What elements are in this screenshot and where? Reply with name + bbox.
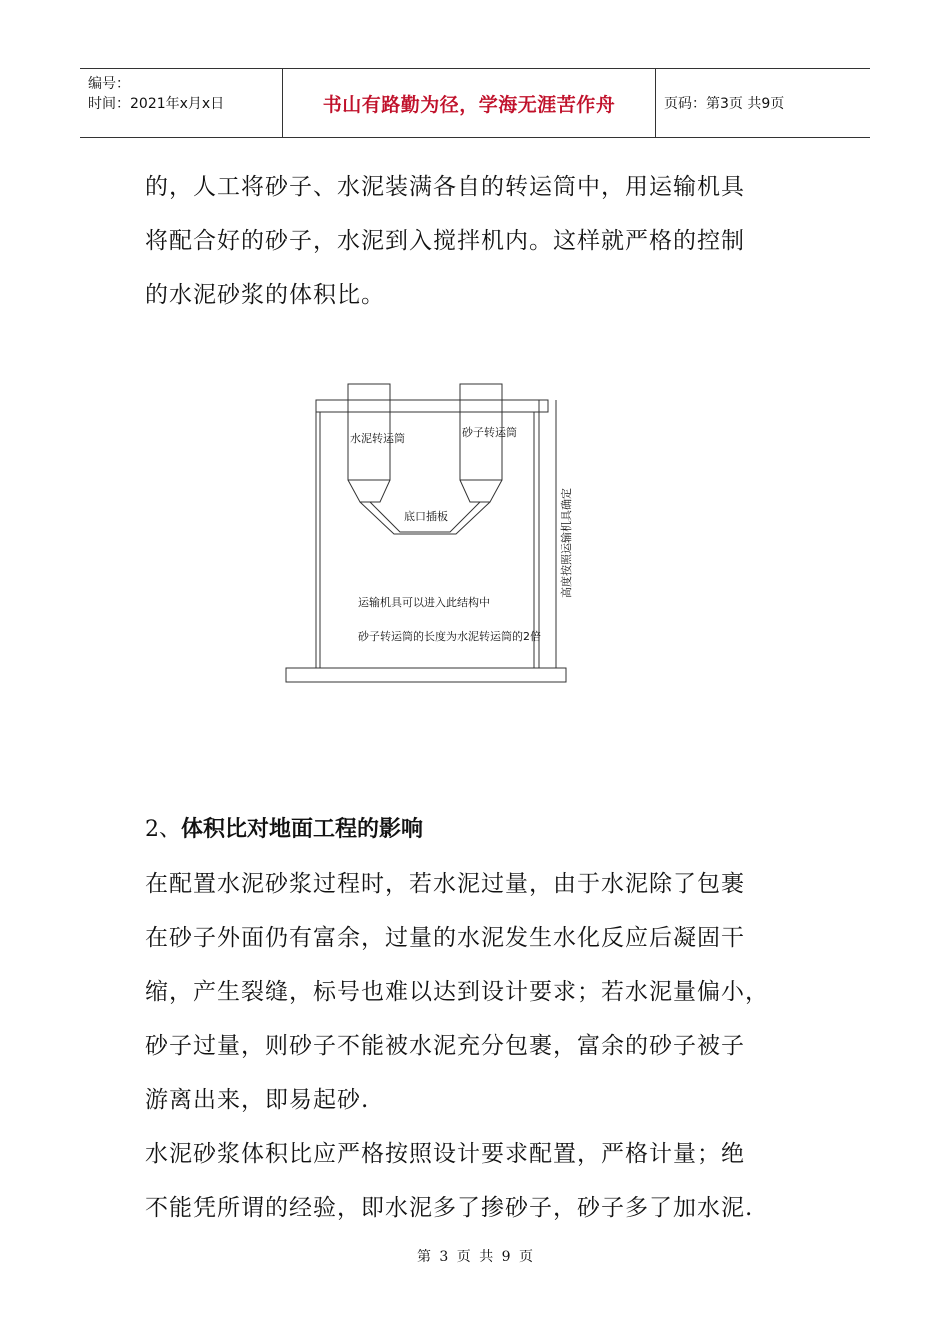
intro-paragraph [145, 160, 795, 322]
base-plate [286, 668, 566, 682]
document-date: 时间：2021年x月x日 [88, 96, 225, 112]
sand-hopper-cone [460, 480, 502, 502]
length-note: 砂子转运筒的长度为水泥转运筒的2倍 [358, 630, 541, 643]
text-line: 砂子过量，则砂子不能被水泥充分包裹，富余的砂子被子 [145, 1033, 745, 1059]
text-line: 的水泥砂浆的体积比。 [145, 282, 385, 308]
text-line: 的，人工将砂子、水泥装满各自的转运筒中，用运输机具 [145, 174, 745, 200]
body-paragraph [145, 857, 795, 1235]
header-page-cell [654, 69, 870, 137]
section-title: 体积比对地面工程的影响 [181, 817, 424, 842]
section-heading [145, 810, 423, 850]
page-footer: 第 3 页 共 9 页 [416, 1249, 534, 1265]
top-beam [316, 400, 548, 412]
text-line: 游离出来，即易起砂. [145, 1087, 370, 1113]
height-note: 高度按照运输机具确定 [560, 488, 573, 598]
text-line: 在配置水泥砂浆过程时，若水泥过量，由于水泥除了包裹 [145, 871, 745, 897]
hopper-structure-diagram [280, 380, 580, 685]
header-motto-cell [282, 69, 656, 137]
section-number: 2、 [145, 817, 181, 842]
header-meta [80, 69, 282, 137]
sand-hopper-label: 砂子转运筒 [462, 426, 517, 439]
cement-hopper-label: 水泥转运筒 [350, 432, 405, 445]
document-number-label: 编号： [88, 76, 130, 92]
header-page-info: 页码：第3页 共9页 [664, 96, 785, 112]
text-line: 将配合好的砂子，水泥到入搅拌机内。这样就严格的控制 [145, 228, 745, 254]
bottom-gate-label: 底口插板 [404, 510, 448, 523]
page-header [80, 68, 870, 138]
text-line: 水泥砂浆体积比应严格按照设计要求配置，严格计量；绝 [145, 1141, 745, 1167]
text-line: 在砂子外面仍有富余，过量的水泥发生水化反应后凝固干 [145, 925, 745, 951]
cement-hopper-cone [348, 480, 390, 502]
text-line: 缩，产生裂缝，标号也难以达到设计要求；若水泥量偏小， [145, 979, 769, 1005]
diagram-svg [280, 380, 580, 685]
header-motto: 书山有路勤为径，学海无涯苦作舟 [322, 93, 616, 116]
transport-note: 运输机具可以进入此结构中 [358, 596, 490, 609]
text-line: 不能凭所谓的经验，即水泥多了掺砂子，砂子多了加水泥. [145, 1195, 754, 1221]
